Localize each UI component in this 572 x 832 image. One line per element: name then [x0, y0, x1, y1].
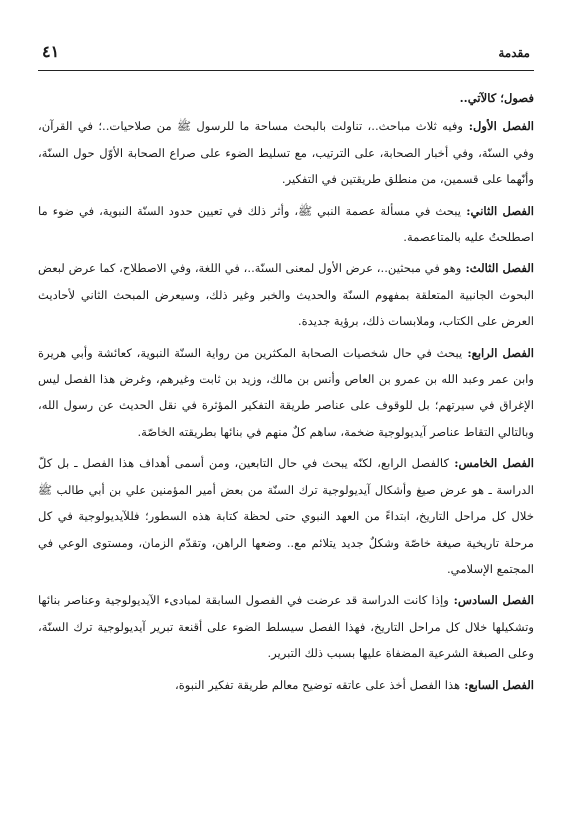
page-body [38, 85, 534, 700]
chapter-paragraph-4 [38, 337, 534, 448]
chapter-heading: الفصل الأول: [468, 119, 534, 134]
chapter-paragraph-2 [38, 195, 534, 253]
chapter-text: كالفصل الرابع، لكنّه يبحث في حال التابعين، ومن أسمى أهداف هذا الفصل ـ بل كلّ الدراسة ـ هو عرض صيغ وأشكال آيديولوجية ترك السنّة من بعض أمير المؤمنين علي بن أبي طالب ﷺ خلال كل مراحل التاريخ، ابتداءً من العهد النبوي حتى لحظة كتابة هذه السطور؛ فللآيديولوجية في كل مرحلة تاريخية صيغة خاصّة وشكلٌ جديد يتلائم مع.. وضعها الراهن، وتقدّم الزمان، ومستوى الوعي في المجتمع الإسلامي. [38, 456, 534, 576]
chapter-paragraph-6 [38, 584, 534, 668]
chapter-heading: الفصل الثالث: [465, 261, 534, 276]
section-title: مقدمة [498, 46, 530, 60]
chapter-text: وإذا كانت الدراسة قد عرضت في الفصول السابقة لمبادىء الآيديولوجية وعناصر بنائها وتشكيلها خلال كل مراحل التاريخ، فهذا الفصل سيسلط الضوء على أقنعة تبرير آيديولوجية ترك السنّة، وعلى الصبغة الشرعية المضفاة عليها بسبب ذلك التبرير. [38, 593, 534, 661]
chapter-heading: الفصل الثاني: [466, 203, 534, 218]
chapter-heading: الفصل السابع: [464, 677, 534, 692]
chapter-heading: الفصل الرابع: [467, 345, 534, 360]
book-page [38, 40, 534, 820]
chapter-paragraph-3 [38, 252, 534, 336]
chapter-text: وفيه ثلاث مباحث..، تناولت بالبحث مساحة ما للرسول ﷺ من صلاحيات..؛ في القرآن، وفي السنّة، وفي أخبار الصحابة، على الترتيب، مع تسليط الضوء على صراع الصحابة الأوّل حول السنّة، وأنّهما على قسمين، من منطلق طريقتين في التفكير. [38, 119, 534, 187]
chapter-heading: الفصل الخامس: [454, 456, 534, 471]
page-number: ٤١ [42, 42, 60, 61]
chapter-paragraph-7 [38, 669, 534, 700]
chapter-text: هذا الفصل أخذ على عاتقه توضيح معالم طريقة تفكير النبوة، [174, 677, 461, 692]
chapter-heading: الفصل السادس: [453, 593, 534, 608]
running-header [38, 40, 534, 71]
intro-line: فصول؛ كالآتي.. [459, 91, 534, 105]
chapter-text: يبحث في حال شخصيات الصحابة المكثرين من رواية السنّة النبوية، كعائشة وأبي هريرة وابن عمر وعبد الله بن عمرو بن العاص وأنس بن مالك، وزيد بن ثابت وغيرهم، وغرض هذا الفصل ليس الإغراق في سيرتهم؛ بل للوقوف على عناصر طريقة التفكير المؤثرة في نقل الحديث عن رسول الله، وبالتالي التقاط عناصر آيديولوجية ضخمة، ساهم كلٌ منهم في بنائها بطريقته الخاصّة. [38, 345, 534, 439]
chapter-text: يبحث في مسألة عصمة النبي ﷺ، وأثر ذلك في تعيين حدود السنّة النبوية، في ضوء ما اصطلحتُ عليه بالمتاعصمة. [38, 203, 534, 245]
chapter-text: وهو في مبحثين..، عرض الأول لمعنى السنّة..، في اللغة، وفي الاصطلاح، كما عرض لبعض البحوث الجانبية المتعلقة بمفهوم السنّة والحديث والخبر وغير ذلك، وسيعرض المبحث الثاني لأحاديث العرض على الكتاب، وملابسات ذلك، برؤية جديدة. [38, 261, 534, 329]
chapter-paragraph-1 [38, 111, 534, 194]
chapter-paragraph-5 [38, 447, 534, 584]
